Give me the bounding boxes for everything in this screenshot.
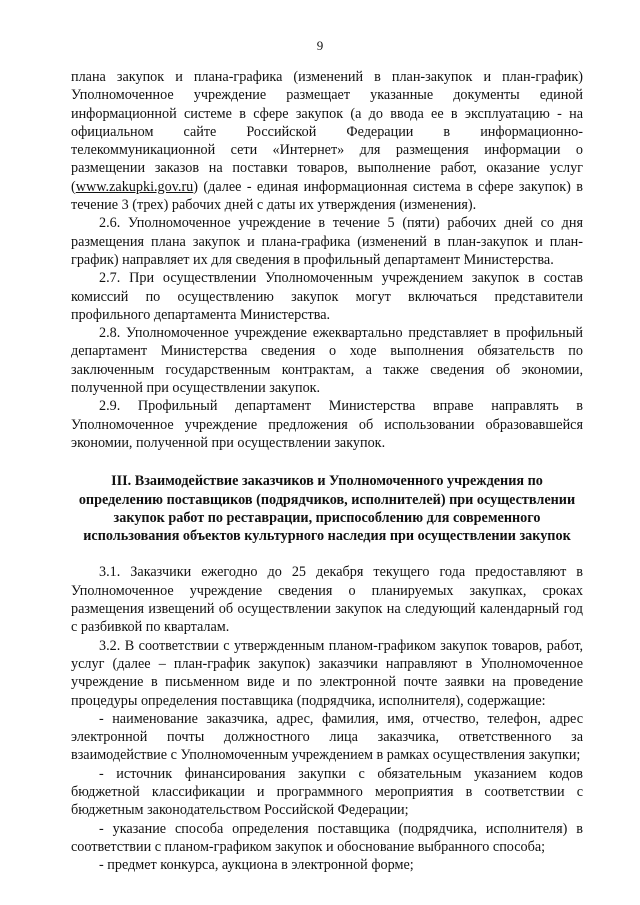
paragraph-2-7: 2.7. При осуществлении Уполномоченным учреждением закупок в состав комиссий по осуществлению закупок могут включаться представители профильного департамента Министерства. [71, 270, 583, 323]
paragraph-2-8: 2.8. Уполномоченное учреждение ежеквартально представляет в профильный департамент Министерства сведения о ходе выполнения обязательств по заключенным государственным контрактам, а также сведения об экономии, полученной при осуществлении закупок. [71, 325, 583, 397]
document-body [71, 68, 583, 874]
list-item-contact: - наименование заказчика, адрес, фамилия, имя, отчество, телефон, адрес электронной почты должностного лица заказчика, ответственного за взаимодействие с Уполномоченным учреждением в рамках осуществления закупки; [71, 710, 583, 764]
section-3-heading: III. Взаимодействие заказчиков и Уполномоченного учреждения по определению поставщиков (подрядчиков, исполнителей) при осуществлении закупок работ по реставрации, приспособлению для современного использования объектов культурного наследия при осуществлении закупок [78, 473, 576, 545]
paragraph-2-9: 2.9. Профильный департамент Министерства вправе направлять в Уполномоченное учреждение предложения об использовании образовавшейся экономии, полученной при осуществлении закупок. [71, 398, 583, 451]
paragraph-2-6: 2.6. Уполномоченное учреждение в течение 5 (пяти) рабочих дней со дня размещения плана закупок и плана-графика (изменений в план-закупок и план-график) направляет их для сведения в профильный департамент Министерства. [71, 215, 583, 268]
paragraph-3-2: 3.2. В соответствии с утвержденным планом-графиком закупок товаров, работ, услуг (далее – план-график закупок) заказчики направляют в Уполномоченное учреждение в письменном виде и по электронной почте заявки на проведение процедуры определения поставщика (подрядчика, исполнителя), содержащие: [71, 637, 583, 709]
zakupki-link[interactable]: www.zakupki.gov.ru [75, 178, 194, 195]
list-item-funding: - источник финансирования закупки с обязательным указанием кодов бюджетной классификации и программного мероприятия в соответствии с бюджетным законодательством Российской Федерации; [71, 765, 583, 819]
list-item-method: - указание способа определения поставщика (подрядчика, исполнителя) в соответствии с планом-графиком закупок и обоснование выбранного способа; [71, 820, 583, 855]
paragraph-3-1: 3.1. Заказчики ежегодно до 25 декабря текущего года предоставляют в Уполномоченное учреждение сведения о планируемых закупках, сроках размещения извещений об осуществлении закупок на следующий календарный год с разбивкой по кварталам. [71, 564, 583, 636]
list-item-subject: - предмет конкурса, аукциона в электронной форме; [99, 857, 414, 874]
intro-text-before-link: плана закупок и плана-графика (изменений в план-закупок и план-график) Уполномоченное учреждение размещает указанные документы единой информационной системе в сфере закупок (а до ввода ее в эксплуатацию - на официальном сайте Российской Федерации в информационно-телекоммуникационной сети «Интернет» для размещения информации о размещении заказов на поставки товаров, выполнение работ, оказание услуг ( [71, 69, 583, 195]
intro-text-after-link: ) (далее - единая информационная система в сфере закупок) в течение 3 (трех) рабочих дней с даты их утверждения (изменения). [71, 178, 583, 214]
page-number: 9 [316, 38, 324, 53]
intro-paragraph [71, 68, 583, 214]
